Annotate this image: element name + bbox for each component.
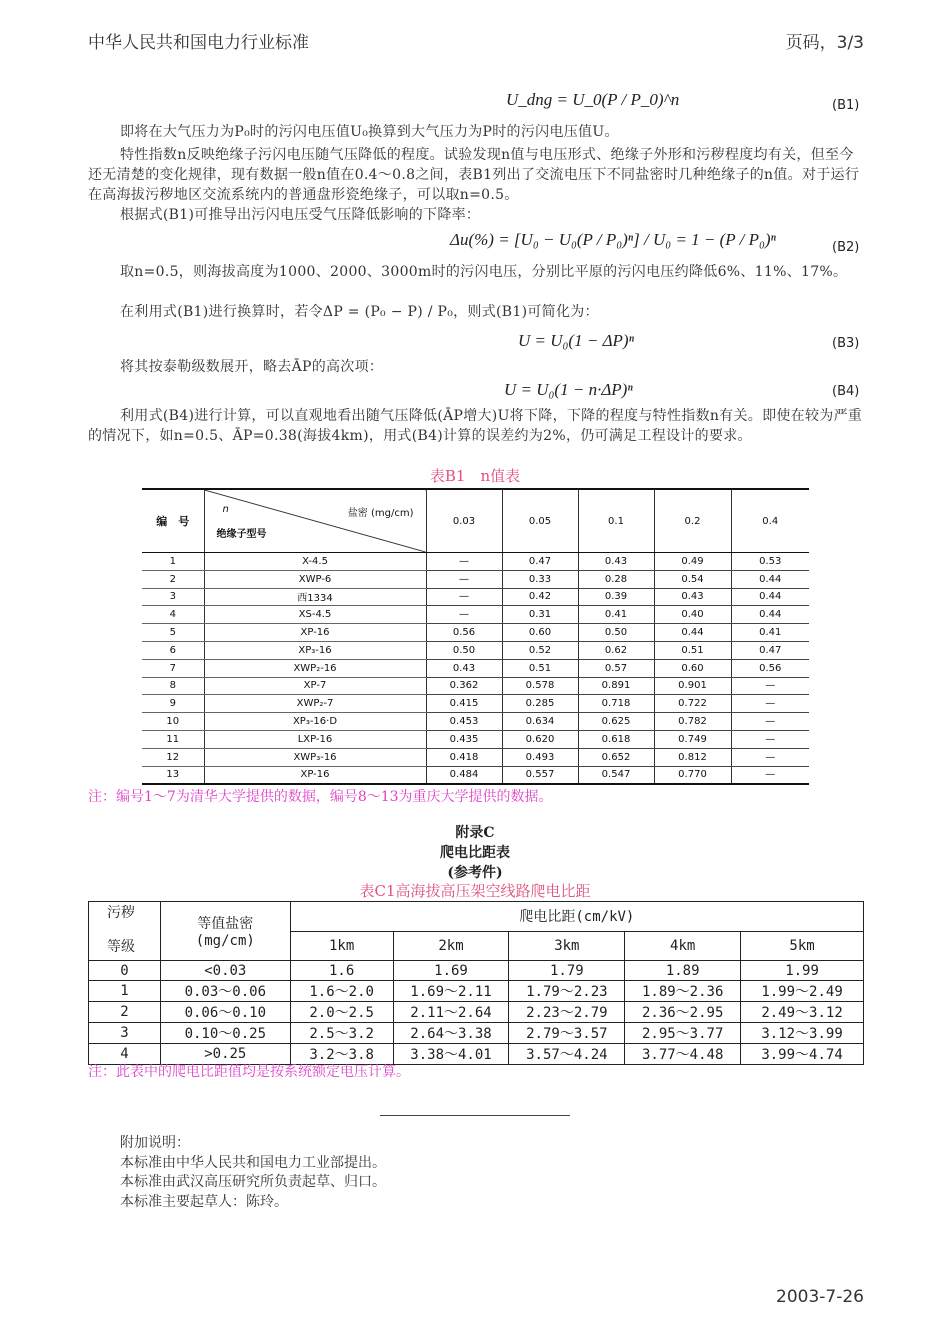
table-c1-cell-value: 1.69 <box>393 961 509 981</box>
table-b1-cell-value: 0.285 <box>502 695 578 713</box>
table-b1-cell-value: — <box>426 553 502 571</box>
table-b1-row <box>142 553 809 571</box>
table-b1-cell-value: 0.40 <box>654 606 731 624</box>
table-c1-cell-value: 1.89 <box>625 961 741 981</box>
table-b1-cell-value: 0.62 <box>578 641 654 659</box>
table-b1-cell-type: XWP₂-7 <box>204 695 426 713</box>
table-c1-cell-value: 1.6～2.0 <box>290 981 393 1002</box>
table-b1-col-1: 0.05 <box>502 489 578 553</box>
equation-b4-label: (B4) <box>832 384 860 399</box>
table-b1-col-4: 0.4 <box>731 489 809 553</box>
table-c1-cell-value: 3.77～4.48 <box>625 1044 741 1065</box>
additional-notes <box>120 1134 386 1212</box>
table-c1-cell-value: 3.2～3.8 <box>290 1044 393 1065</box>
table-b1-cell-value: 0.50 <box>426 641 502 659</box>
document-title: 中华人民共和国电力行业标准 <box>88 33 309 53</box>
appendix-c-title: 附录C <box>455 825 495 841</box>
table-b1-cell-type: XP-7 <box>204 677 426 695</box>
table-b1-cell-value: — <box>426 606 502 624</box>
table-b1-cell-value: 0.50 <box>578 624 654 642</box>
table-b1-cell-value: 0.547 <box>578 766 654 784</box>
table-b1-col-2: 0.1 <box>578 489 654 553</box>
table-b1-cell-value: 0.44 <box>731 588 809 606</box>
table-c1-cell-value: 2.5～3.2 <box>290 1023 393 1044</box>
table-c1-row <box>89 1002 864 1023</box>
table-c1-cell-salt: >0.25 <box>160 1044 290 1065</box>
table-c1-header-level <box>89 902 161 961</box>
table-b1-cell-type: XWP₃-16 <box>204 748 426 766</box>
table-b1-row <box>142 730 809 748</box>
table-c1-header-salt-2: (mg/cm) <box>195 933 255 949</box>
page-number: 页码，3/3 <box>785 33 864 53</box>
table-c1-header-salt-1: 等值盐密 <box>197 916 254 932</box>
table-b1 <box>142 488 809 785</box>
table-c1-alt-0: 1km <box>290 931 393 961</box>
table-b1-cell-no: 2 <box>142 570 204 588</box>
table-b1-cell-no: 12 <box>142 748 204 766</box>
table-b1-cell-value: — <box>731 713 809 731</box>
table-b1-cell-value: — <box>731 766 809 784</box>
table-c1-alt-4: 5km <box>741 931 864 961</box>
table-b1-cell-value: 0.53 <box>731 553 809 571</box>
table-c1-row <box>89 961 864 981</box>
table-b1-cell-no: 4 <box>142 606 204 624</box>
table-b1-row <box>142 606 809 624</box>
equation-b2-label: (B2) <box>832 240 860 255</box>
table-c1-cell-value: 3.12～3.99 <box>741 1023 864 1044</box>
table-b1-cell-no: 13 <box>142 766 204 784</box>
table-b1-header-type: 绝缘子型号 <box>216 529 267 540</box>
table-c1-cell-value: 3.57～4.24 <box>509 1044 625 1065</box>
table-b1-cell-value: 0.901 <box>654 677 731 695</box>
table-b1-cell-value: 0.718 <box>578 695 654 713</box>
table-b1-cell-value: 0.47 <box>731 641 809 659</box>
equation-b3-label: (B3) <box>832 336 860 351</box>
table-b1-cell-type: XP-16 <box>204 766 426 784</box>
table-b1-col-0: 0.03 <box>426 489 502 553</box>
table-b1-row <box>142 641 809 659</box>
table-c1-cell-grade: 3 <box>89 1023 161 1044</box>
table-b1-cell-value: 0.435 <box>426 730 502 748</box>
equation-b3: U = U₀(1 − ΔP)ⁿ <box>518 331 634 350</box>
table-b1-row <box>142 570 809 588</box>
table-b1-cell-value: — <box>426 588 502 606</box>
table-c1-cell-value: 1.6 <box>290 961 393 981</box>
table-b1-cell-value: 0.557 <box>502 766 578 784</box>
table-b1-cell-value: 0.41 <box>578 606 654 624</box>
table-b1-cell-value: 0.722 <box>654 695 731 713</box>
table-c1-cell-grade: 1 <box>89 981 161 1002</box>
paragraph-4: 取n=0.5，则海拔高度为1000、2000、3000m时的污闪电压，分别比平原的污闪电压约降低6%、11%、17%。 <box>120 264 848 280</box>
table-c1-cell-grade: 4 <box>89 1044 161 1065</box>
table-b1-cell-type: XS-4.5 <box>204 606 426 624</box>
table-b1-cell-value: 0.652 <box>578 748 654 766</box>
table-c1-header-creep: 爬电比距(cm/kV) <box>290 902 863 932</box>
table-b1-row <box>142 766 809 784</box>
equation-b1: U_dng = U_0(P / P_0)^n <box>506 90 680 109</box>
table-c1-cell-salt: 0.10～0.25 <box>160 1023 290 1044</box>
table-b1-cell-value: 0.362 <box>426 677 502 695</box>
table-b1-cell-type: 西1334 <box>204 588 426 606</box>
table-c1-cell-grade: 0 <box>89 961 161 981</box>
additional-notes-line-1: 本标准由中华人民共和国电力工业部提出。 <box>120 1154 386 1171</box>
table-b1-cell-value: 0.625 <box>578 713 654 731</box>
table-b1-row <box>142 713 809 731</box>
table-b1-cell-value: 0.418 <box>426 748 502 766</box>
table-b1-cell-value: 0.49 <box>654 553 731 571</box>
table-c1-cell-value: 2.23～2.79 <box>509 1002 625 1023</box>
additional-notes-line-3: 本标准主要起草人：陈玲。 <box>120 1193 288 1210</box>
table-b1-cell-value: 0.57 <box>578 659 654 677</box>
table-c1-cell-value: 2.64～3.38 <box>393 1023 509 1044</box>
table-c1-header-level-1: 污秽 <box>107 905 135 921</box>
table-b1-cell-type: XWP-6 <box>204 570 426 588</box>
table-b1-cell-value: 0.51 <box>654 641 731 659</box>
table-c1-header-salt <box>160 902 290 961</box>
table-b1-cell-value: — <box>731 748 809 766</box>
table-c1-cell-value: 3.99～4.74 <box>741 1044 864 1065</box>
table-c1-cell-value: 1.99～2.49 <box>741 981 864 1002</box>
table-c1-cell-value: 2.36～2.95 <box>625 1002 741 1023</box>
table-b1-cell-type: XWP₂-16 <box>204 659 426 677</box>
table-b1-row <box>142 677 809 695</box>
table-c1-note: 注：此表中的爬电比距值均是按系统额定电压计算。 <box>88 1064 410 1080</box>
table-c1-cell-salt: <0.03 <box>160 961 290 981</box>
table-c1-cell-value: 1.79 <box>509 961 625 981</box>
table-b1-cell-value: 0.56 <box>731 659 809 677</box>
table-b1-note: 注：编号1～7为清华大学提供的数据，编号8～13为重庆大学提供的数据。 <box>88 789 553 805</box>
table-c1-alt-2: 3km <box>509 931 625 961</box>
appendix-c-ref: (参考件) <box>447 865 503 881</box>
table-b1-cell-value: 0.484 <box>426 766 502 784</box>
equation-b1-label: (B1) <box>832 98 860 113</box>
table-b1-cell-value: 0.620 <box>502 730 578 748</box>
table-b1-cell-no: 5 <box>142 624 204 642</box>
table-b1-cell-type: X-4.5 <box>204 553 426 571</box>
table-b1-cell-value: 0.56 <box>426 624 502 642</box>
table-b1-cell-no: 6 <box>142 641 204 659</box>
table-b1-cell-value: 0.52 <box>502 641 578 659</box>
additional-notes-line-2: 本标准由武汉高压研究所负责起草、归口。 <box>120 1174 386 1190</box>
table-c1 <box>88 901 864 1065</box>
table-c1-cell-value: 1.79～2.23 <box>509 981 625 1002</box>
table-b1-cell-value: 0.493 <box>502 748 578 766</box>
table-c1-cell-grade: 2 <box>89 1002 161 1023</box>
table-c1-cell-value: 1.89～2.36 <box>625 981 741 1002</box>
table-b1-cell-value: 0.33 <box>502 570 578 588</box>
table-c1-cell-value: 2.95～3.77 <box>625 1023 741 1044</box>
table-b1-cell-value: 0.43 <box>426 659 502 677</box>
table-b1-cell-type: XP₃-16·D <box>204 713 426 731</box>
paragraph-2: 特性指数n反映绝缘子污闪电压随气压降低的程度。试验发现n值与电压形式、绝缘子外形和污秽程度均有关，但至今还无清楚的变化规律，现有数据一般n值在0.4～0.8之间，表B1列出了交流电压下不同盐密时几种绝缘子的n值。对于运行在高海拔污秽地区交流系统内的普通盘形瓷绝缘子，可以取n=0.5。 <box>88 147 860 203</box>
table-c1-cell-value: 2.49～3.12 <box>741 1002 864 1023</box>
table-b1-cell-value: — <box>426 570 502 588</box>
table-b1-cell-type: LXP-16 <box>204 730 426 748</box>
table-b1-title: 表B1 n值表 <box>429 467 521 485</box>
table-c1-alt-3: 4km <box>625 931 741 961</box>
table-b1-cell-no: 9 <box>142 695 204 713</box>
additional-notes-title: 附加说明： <box>120 1135 190 1151</box>
table-b1-cell-value: 0.39 <box>578 588 654 606</box>
table-b1-cell-value: 0.60 <box>502 624 578 642</box>
table-b1-cell-value: 0.51 <box>502 659 578 677</box>
paragraph-3: 根据式(B1)可推导出污闪电压受气压降低影响的下降率： <box>120 207 481 223</box>
table-b1-row <box>142 659 809 677</box>
table-c1-cell-value: 3.38～4.01 <box>393 1044 509 1065</box>
table-b1-row <box>142 748 809 766</box>
table-c1-row <box>89 1023 864 1044</box>
table-b1-cell-value: 0.60 <box>654 659 731 677</box>
appendix-c-subtitle: 爬电比距表 <box>440 845 510 861</box>
table-c1-cell-value: 1.99 <box>741 961 864 981</box>
table-c1-cell-salt: 0.03～0.06 <box>160 981 290 1002</box>
table-c1-alt-1: 2km <box>393 931 509 961</box>
table-b1-cell-value: 0.770 <box>654 766 731 784</box>
table-b1-cell-value: 0.44 <box>731 570 809 588</box>
table-b1-cell-type: XP-16 <box>204 624 426 642</box>
table-b1-row <box>142 588 809 606</box>
table-b1-cell-no: 10 <box>142 713 204 731</box>
table-b1-cell-value: 0.43 <box>654 588 731 606</box>
table-b1-header-num: 编 号 <box>142 489 204 553</box>
table-b1-cell-value: 0.453 <box>426 713 502 731</box>
table-b1-cell-no: 3 <box>142 588 204 606</box>
table-b1-header-salt: 盐密 (mg/cm) <box>347 508 414 519</box>
table-c1-cell-value: 2.11～2.64 <box>393 1002 509 1023</box>
table-c1-header-level-2: 等级 <box>107 939 135 955</box>
table-b1-cell-value: 0.44 <box>731 606 809 624</box>
table-b1-cell-value: — <box>731 695 809 713</box>
table-b1-cell-value: 0.47 <box>502 553 578 571</box>
paragraph-1: 即将在大气压力为P₀时的污闪电压值U₀换算到大气压力为P时的污闪电压值U。 <box>120 124 619 140</box>
equation-b2: Δu(%) = [U₀ − U₀(P / P₀)ⁿ] / U₀ = 1 − (P / P₀)ⁿ <box>450 230 776 249</box>
table-b1-cell-value: 0.43 <box>578 553 654 571</box>
table-b1-cell-value: 0.415 <box>426 695 502 713</box>
table-b1-cell-value: 0.54 <box>654 570 731 588</box>
table-b1-cell-no: 11 <box>142 730 204 748</box>
table-b1-cell-value: — <box>731 730 809 748</box>
table-b1-cell-value: 0.578 <box>502 677 578 695</box>
table-c1-cell-value: 1.69～2.11 <box>393 981 509 1002</box>
table-b1-cell-value: — <box>731 677 809 695</box>
table-b1-cell-value: 0.31 <box>502 606 578 624</box>
table-c1-cell-salt: 0.06～0.10 <box>160 1002 290 1023</box>
table-b1-cell-no: 8 <box>142 677 204 695</box>
paragraph-7: 利用式(B4)进行计算，可以直观地看出随气压降低(ĀP增大)U将下降，下降的程度与特性指数n有关。即使在较为严重的情况下，如n=0.5、ĀP=0.38(海拔4km)，用式(B4)计算的误差约为2%，仍可满足工程设计的要求。 <box>88 408 863 444</box>
table-b1-cell-value: 0.891 <box>578 677 654 695</box>
table-b1-cell-value: 0.782 <box>654 713 731 731</box>
table-b1-cell-value: 0.634 <box>502 713 578 731</box>
table-b1-cell-no: 1 <box>142 553 204 571</box>
table-c1-row <box>89 981 864 1002</box>
table-b1-cell-value: 0.41 <box>731 624 809 642</box>
table-b1-row <box>142 695 809 713</box>
table-b1-row <box>142 624 809 642</box>
table-b1-cell-value: 0.28 <box>578 570 654 588</box>
table-c1-cell-value: 2.0～2.5 <box>290 1002 393 1023</box>
divider <box>380 1115 570 1116</box>
table-c1-cell-value: 2.79～3.57 <box>509 1023 625 1044</box>
table-b1-col-3: 0.2 <box>654 489 731 553</box>
document-date: 2003-7-26 <box>776 1287 864 1307</box>
table-b1-cell-value: 0.749 <box>654 730 731 748</box>
table-b1-header-n: n <box>222 504 229 515</box>
table-b1-diagonal-header <box>204 489 426 553</box>
table-b1-cell-value: 0.44 <box>654 624 731 642</box>
table-c1-title: 表C1高海拔高压架空线路爬电比距 <box>359 882 591 900</box>
table-b1-cell-value: 0.42 <box>502 588 578 606</box>
equation-b4: U = U₀(1 − n·ΔP)ⁿ <box>504 380 633 399</box>
table-b1-cell-type: XP₃-16 <box>204 641 426 659</box>
paragraph-6: 将其按泰勒级数展开，略去ĀP的高次项： <box>120 359 384 375</box>
table-b1-cell-value: 0.618 <box>578 730 654 748</box>
paragraph-5: 在利用式(B1)进行换算时，若令ΔP = (P₀ − P) / P₀，则式(B1)可简化为： <box>120 304 599 320</box>
table-b1-cell-no: 7 <box>142 659 204 677</box>
table-b1-cell-value: 0.812 <box>654 748 731 766</box>
